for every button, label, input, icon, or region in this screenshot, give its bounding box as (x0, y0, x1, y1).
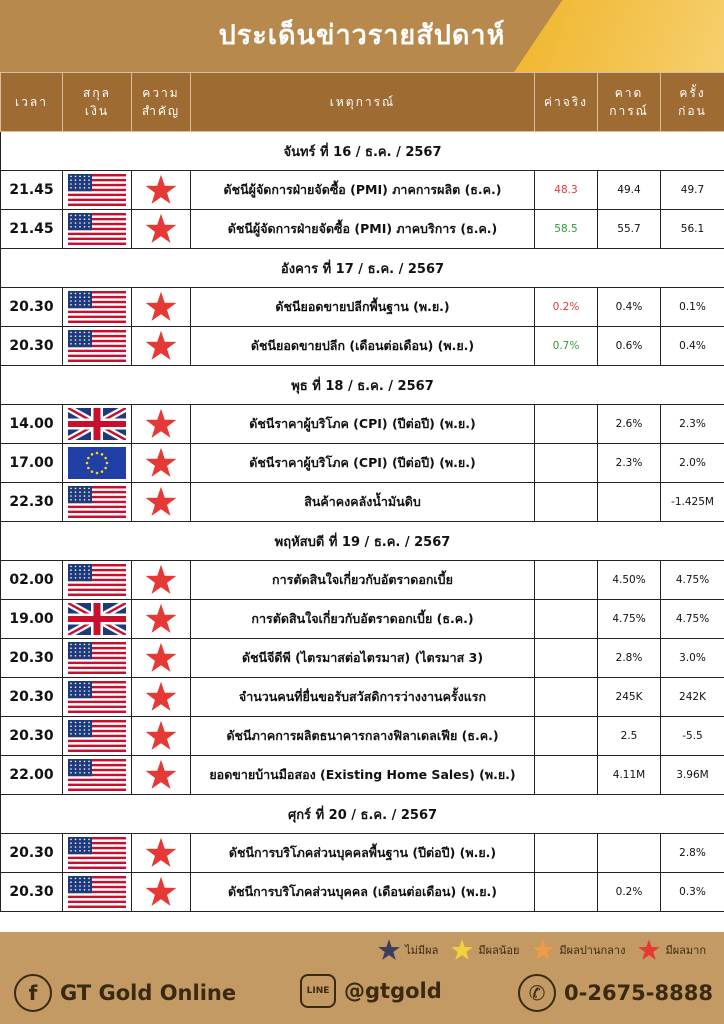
previous-value: 0.3% (661, 873, 724, 912)
day-header-row (1, 522, 724, 561)
us-flag-icon (68, 720, 126, 752)
event-time: 21.45 (1, 171, 63, 210)
table-row (1, 405, 724, 444)
currency-cell (63, 405, 132, 444)
forecast-value: 4.75% (598, 600, 661, 639)
col-previous: ครั้ง ก่อน (661, 73, 724, 132)
currency-cell (63, 600, 132, 639)
previous-value: 3.0% (661, 639, 724, 678)
us-flag-icon (68, 876, 126, 908)
importance-star-icon (144, 758, 178, 792)
actual-value (535, 717, 598, 756)
actual-value (535, 600, 598, 639)
us-flag-icon (68, 837, 126, 869)
table-header-row (1, 73, 724, 132)
facebook-contact[interactable] (14, 974, 236, 1012)
event-name: ดัชนีราคาผู้บริโภค (CPI) (ปีต่อปี) (พ.ย.) (191, 405, 535, 444)
us-flag-icon (68, 564, 126, 596)
actual-value (535, 561, 598, 600)
table-row (1, 444, 724, 483)
importance-star-icon (144, 212, 178, 246)
uk-flag-icon (68, 603, 126, 635)
previous-value: -1.425M (661, 483, 724, 522)
legend-star-icon (637, 938, 661, 962)
day-label: พฤหัสบดี ที่ 19 / ธ.ค. / 2567 (1, 522, 724, 561)
col-importance: ความ สำคัญ (132, 73, 191, 132)
forecast-value (598, 834, 661, 873)
currency-cell (63, 561, 132, 600)
page-header (0, 0, 724, 72)
table-row (1, 561, 724, 600)
event-time: 20.30 (1, 288, 63, 327)
currency-cell (63, 288, 132, 327)
forecast-value: 4.11M (598, 756, 661, 795)
event-time: 20.30 (1, 834, 63, 873)
legend-label: มีผลน้อย (478, 944, 520, 957)
impact-legend (377, 938, 714, 962)
currency-cell (63, 171, 132, 210)
previous-value: 2.3% (661, 405, 724, 444)
importance-star-icon (144, 407, 178, 441)
importance-star-icon (144, 680, 178, 714)
event-name: ดัชนีการบริโภคส่วนบุคคลพื้นฐาน (ปีต่อปี) (พ.ย.) (191, 834, 535, 873)
importance-cell (132, 639, 191, 678)
col-actual: ค่าจริง (535, 73, 598, 132)
event-name: ยอดขายบ้านมือสอง (Existing Home Sales) (พ.ย.) (191, 756, 535, 795)
event-time: 19.00 (1, 600, 63, 639)
importance-cell (132, 210, 191, 249)
importance-star-icon (144, 173, 178, 207)
previous-value: 49.7 (661, 171, 724, 210)
importance-star-icon (144, 875, 178, 909)
importance-cell (132, 171, 191, 210)
currency-cell (63, 327, 132, 366)
event-time: 22.30 (1, 483, 63, 522)
event-time: 21.45 (1, 210, 63, 249)
facebook-icon: f (14, 974, 52, 1012)
event-time: 22.00 (1, 756, 63, 795)
forecast-value: 49.4 (598, 171, 661, 210)
us-flag-icon (68, 174, 126, 206)
event-name: การตัดสินใจเกี่ยวกับอัตราดอกเบี้ย (ธ.ค.) (191, 600, 535, 639)
us-flag-icon (68, 213, 126, 245)
currency-cell (63, 483, 132, 522)
table-row (1, 600, 724, 639)
table-row (1, 288, 724, 327)
actual-value (535, 444, 598, 483)
importance-star-icon (144, 446, 178, 480)
importance-cell (132, 834, 191, 873)
forecast-value: 245K (598, 678, 661, 717)
event-name: ดัชนียอดขายปลีกพื้นฐาน (พ.ย.) (191, 288, 535, 327)
actual-value: 0.2% (535, 288, 598, 327)
forecast-value: 4.50% (598, 561, 661, 600)
importance-star-icon (144, 836, 178, 870)
importance-cell (132, 327, 191, 366)
event-time: 02.00 (1, 561, 63, 600)
day-label: ศุกร์ ที่ 20 / ธ.ค. / 2567 (1, 795, 724, 834)
us-flag-icon (68, 681, 126, 713)
importance-cell (132, 873, 191, 912)
col-event: เหตุการณ์ (191, 73, 535, 132)
event-time: 20.30 (1, 873, 63, 912)
table-row (1, 873, 724, 912)
event-name: ดัชนียอดขายปลีก (เดือนต่อเดือน) (พ.ย.) (191, 327, 535, 366)
event-name: ดัชนีภาคการผลิตธนาคารกลางฟิลาเดลเฟีย (ธ.ค.) (191, 717, 535, 756)
importance-cell (132, 756, 191, 795)
importance-cell (132, 717, 191, 756)
currency-cell (63, 834, 132, 873)
importance-star-icon (144, 719, 178, 753)
us-flag-icon (68, 291, 126, 323)
actual-value (535, 834, 598, 873)
event-name: ดัชนีผู้จัดการฝ่ายจัดซื้อ (PMI) ภาคการผลิต (ธ.ค.) (191, 171, 535, 210)
previous-value: -5.5 (661, 717, 724, 756)
currency-cell (63, 210, 132, 249)
event-time: 20.30 (1, 639, 63, 678)
page-footer (0, 932, 724, 1024)
day-label: อังคาร ที่ 17 / ธ.ค. / 2567 (1, 249, 724, 288)
actual-value (535, 873, 598, 912)
us-flag-icon (68, 486, 126, 518)
phone-icon: ✆ (518, 974, 556, 1012)
table-row (1, 210, 724, 249)
importance-star-icon (144, 485, 178, 519)
importance-star-icon (144, 641, 178, 675)
importance-cell (132, 444, 191, 483)
importance-cell (132, 600, 191, 639)
previous-value: 2.8% (661, 834, 724, 873)
legend-star-icon (531, 938, 555, 962)
table-row (1, 327, 724, 366)
legend-label: ไม่มีผล (405, 944, 439, 957)
table-row (1, 483, 724, 522)
forecast-value: 0.6% (598, 327, 661, 366)
col-time: เวลา (1, 73, 63, 132)
forecast-value: 0.2% (598, 873, 661, 912)
day-label: พุธ ที่ 18 / ธ.ค. / 2567 (1, 366, 724, 405)
event-name: การตัดสินใจเกี่ยวกับอัตราดอกเบี้ย (191, 561, 535, 600)
table-row (1, 678, 724, 717)
event-time: 20.30 (1, 327, 63, 366)
us-flag-icon (68, 759, 126, 791)
us-flag-icon (68, 642, 126, 674)
table-row (1, 171, 724, 210)
uk-flag-icon (68, 408, 126, 440)
us-flag-icon (68, 330, 126, 362)
day-header-row (1, 132, 724, 171)
col-forecast: คาด การณ์ (598, 73, 661, 132)
event-name: ดัชนีผู้จัดการฝ่ายจัดซื้อ (PMI) ภาคบริการ (ธ.ค.) (191, 210, 535, 249)
event-name: ดัชนีราคาผู้บริโภค (CPI) (ปีต่อปี) (พ.ย.) (191, 444, 535, 483)
importance-cell (132, 288, 191, 327)
currency-cell (63, 873, 132, 912)
line-contact[interactable] (300, 974, 442, 1008)
previous-value: 3.96M (661, 756, 724, 795)
actual-value (535, 405, 598, 444)
importance-cell (132, 678, 191, 717)
legend-label: มีผลปานกลาง (559, 944, 626, 957)
phone-contact[interactable] (518, 974, 713, 1012)
page-title: ประเด็นข่าวรายสัปดาห์ (218, 20, 506, 51)
actual-value: 48.3 (535, 171, 598, 210)
legend-star-icon (450, 938, 474, 962)
currency-cell (63, 756, 132, 795)
day-label: จันทร์ ที่ 16 / ธ.ค. / 2567 (1, 132, 724, 171)
previous-value: 4.75% (661, 600, 724, 639)
event-name: จำนวนคนที่ยื่นขอรับสวัสดิการว่างงานครั้งแรก (191, 678, 535, 717)
legend-star-icon (377, 938, 401, 962)
table-row (1, 756, 724, 795)
day-header-row (1, 366, 724, 405)
importance-cell (132, 405, 191, 444)
previous-value: 4.75% (661, 561, 724, 600)
previous-value: 0.4% (661, 327, 724, 366)
currency-cell (63, 678, 132, 717)
importance-star-icon (144, 563, 178, 597)
previous-value: 56.1 (661, 210, 724, 249)
currency-cell (63, 639, 132, 678)
forecast-value: 55.7 (598, 210, 661, 249)
phone-label: 0-2675-8888 (564, 981, 713, 1005)
day-header-row (1, 249, 724, 288)
event-time: 14.00 (1, 405, 63, 444)
importance-star-icon (144, 602, 178, 636)
eu-flag-icon (68, 447, 126, 479)
previous-value: 2.0% (661, 444, 724, 483)
currency-cell (63, 444, 132, 483)
event-time: 20.30 (1, 678, 63, 717)
legend-label: มีผลมาก (665, 944, 706, 957)
event-name: ดัชนีจีดีพี (ไตรมาสต่อไตรมาส) (ไตรมาส 3) (191, 639, 535, 678)
actual-value (535, 639, 598, 678)
event-name: ดัชนีการบริโภคส่วนบุคคล (เดือนต่อเดือน) (พ.ย.) (191, 873, 535, 912)
facebook-label: GT Gold Online (60, 981, 237, 1005)
importance-star-icon (144, 329, 178, 363)
table-row (1, 717, 724, 756)
event-time: 20.30 (1, 717, 63, 756)
forecast-value: 2.8% (598, 639, 661, 678)
table-row (1, 639, 724, 678)
previous-value: 242K (661, 678, 724, 717)
actual-value: 0.7% (535, 327, 598, 366)
forecast-value (598, 483, 661, 522)
actual-value (535, 678, 598, 717)
forecast-value: 2.6% (598, 405, 661, 444)
importance-star-icon (144, 290, 178, 324)
previous-value: 0.1% (661, 288, 724, 327)
actual-value: 58.5 (535, 210, 598, 249)
currency-cell (63, 717, 132, 756)
event-time: 17.00 (1, 444, 63, 483)
forecast-value: 2.3% (598, 444, 661, 483)
col-currency: สกุล เงิน (63, 73, 132, 132)
event-name: สินค้าคงคลังน้ำมันดิบ (191, 483, 535, 522)
forecast-value: 0.4% (598, 288, 661, 327)
line-icon: LINE (300, 974, 336, 1008)
table-row (1, 834, 724, 873)
importance-cell (132, 561, 191, 600)
forecast-value: 2.5 (598, 717, 661, 756)
importance-cell (132, 483, 191, 522)
line-label: @gtgold (344, 979, 442, 1003)
actual-value (535, 483, 598, 522)
economic-calendar-table (0, 72, 724, 912)
day-header-row (1, 795, 724, 834)
actual-value (535, 756, 598, 795)
